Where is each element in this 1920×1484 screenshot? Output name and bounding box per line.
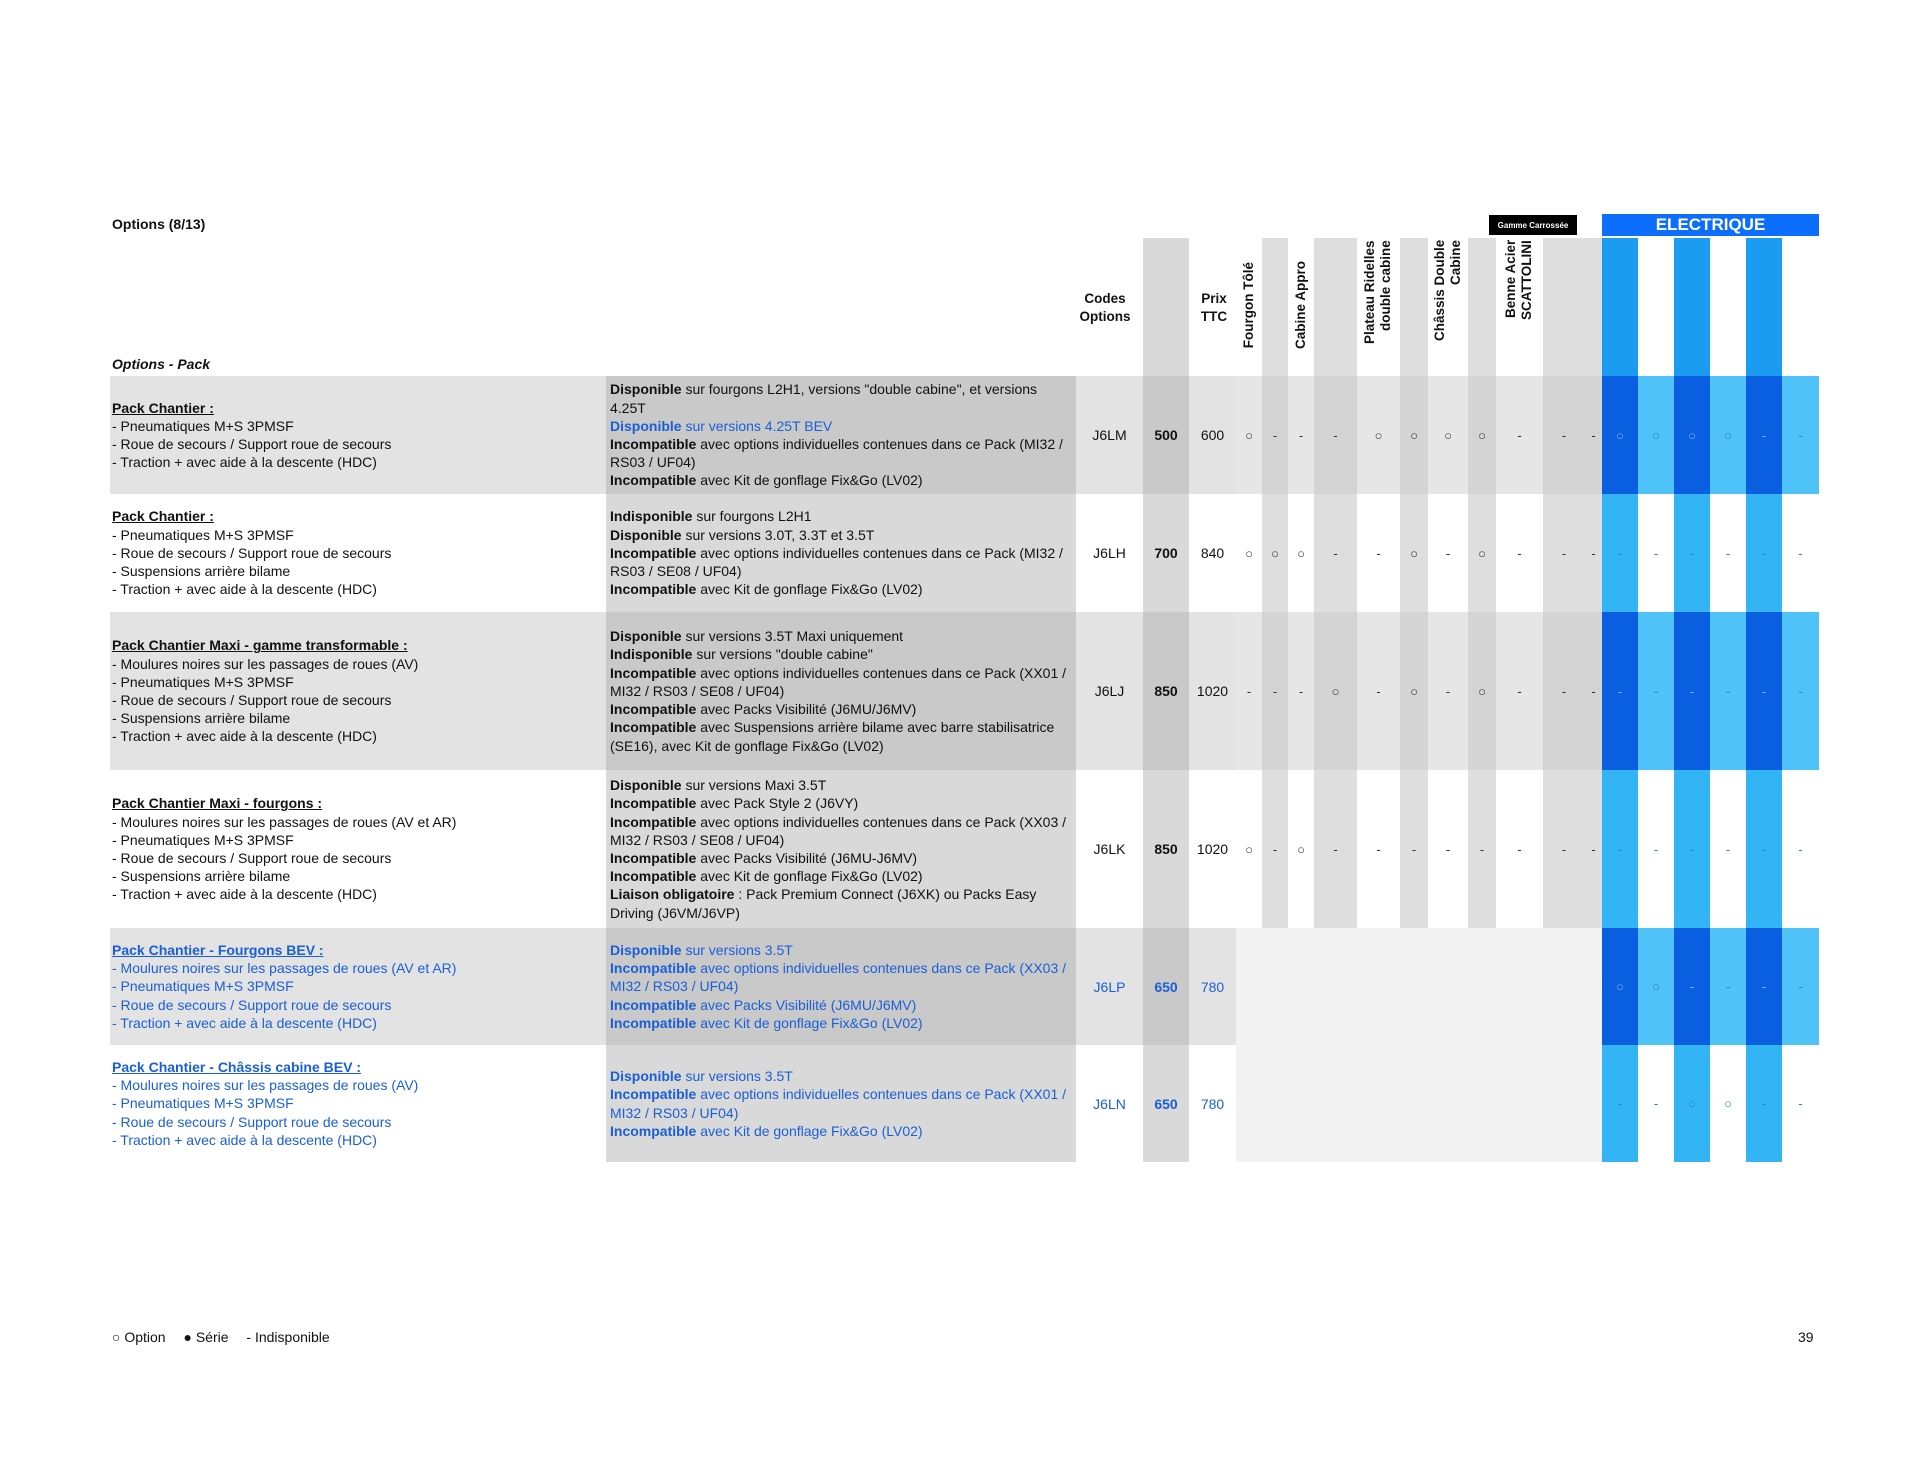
- pack-item: - Pneumatiques M+S 3PMSF: [112, 526, 294, 543]
- availability-keyword: Incompatible: [610, 1086, 697, 1103]
- availability-line: [610, 1122, 1072, 1140]
- availability-mark: -: [1761, 683, 1767, 699]
- bev-empty-zone: [1236, 928, 1602, 1045]
- pack-item: - Moulures noires sur les passages de roues (AV): [112, 1077, 419, 1094]
- availability-mark: -: [1689, 683, 1695, 699]
- pack-item: - Traction + avec aide à la descente (HDC): [112, 1131, 377, 1148]
- availability-mark: -: [1591, 841, 1596, 857]
- availability-mark: -: [1298, 427, 1304, 443]
- header-prix-ttc: Prix TTC: [1200, 291, 1228, 324]
- availability-mark: ○: [1724, 427, 1732, 443]
- availability-line: [610, 941, 1072, 959]
- price-ht: 500: [1154, 427, 1178, 443]
- availability-mark: -: [1479, 841, 1485, 857]
- availability-line: [610, 526, 1072, 544]
- availability-mark: ○: [1271, 545, 1279, 561]
- availability-mark: -: [1761, 1096, 1767, 1111]
- availability-text: sur versions "double cabine": [692, 646, 873, 663]
- legend-serie: ● Série: [183, 1329, 229, 1345]
- availability-mark: ○: [1410, 683, 1418, 699]
- availability-mark: -: [1333, 841, 1338, 857]
- availability-mark: -: [1298, 683, 1304, 699]
- availability-text: avec options individuelles contenues dans ce Pack (MI32 / RS03 / UF04): [610, 436, 1063, 471]
- availability-mark: -: [1445, 683, 1451, 699]
- availability-mark: ○: [1410, 545, 1418, 561]
- pack-description: [112, 928, 602, 1045]
- availability-mark: ○: [1374, 427, 1383, 443]
- availability-keyword: Disponible: [610, 628, 682, 645]
- availability-line: [610, 1085, 1072, 1121]
- availability-line: [610, 507, 1072, 525]
- pack-item: - Roue de secours / Support roue de secours: [112, 996, 392, 1013]
- availability-mark: -: [1617, 841, 1623, 857]
- pack-item: - Pneumatiques M+S 3PMSF: [112, 673, 294, 690]
- availability-mark: -: [1653, 545, 1659, 561]
- availability-text: avec Kit de gonflage Fix&Go (LV02): [696, 581, 923, 598]
- availability-keyword: Disponible: [610, 941, 682, 958]
- pack-item: - Moulures noires sur les passages de roues (AV et AR): [112, 813, 457, 830]
- availability-mark: -: [1376, 683, 1381, 699]
- availability-text: sur versions 3.5T: [681, 1068, 793, 1085]
- column-header-label: Cabine Appro: [1292, 261, 1308, 350]
- column-header-label: Plateau Ridelles double cabine: [1362, 239, 1394, 344]
- availability-mark: -: [1798, 683, 1803, 699]
- pack-description: [112, 376, 602, 494]
- availability-text: avec Kit de gonflage Fix&Go (LV02): [696, 868, 923, 885]
- pack-item: - Suspensions arrière bilame: [112, 563, 291, 580]
- availability-keyword: Incompatible: [610, 960, 697, 977]
- availability-mark: -: [1761, 841, 1767, 857]
- availability-line: [610, 1067, 1072, 1085]
- availability-mark: ○: [1478, 427, 1486, 443]
- availability-line: [610, 794, 1072, 812]
- column-header: [1357, 238, 1400, 373]
- price-ht: 650: [1154, 1095, 1178, 1112]
- price-ttc: 1020: [1196, 683, 1229, 699]
- availability-keyword: Incompatible: [610, 472, 697, 489]
- pack-item: - Traction + avec aide à la descente (HDC): [112, 454, 377, 471]
- availability-mark: -: [1653, 683, 1659, 699]
- availability-mark: -: [1798, 427, 1803, 443]
- price-ttc: 780: [1200, 978, 1225, 995]
- availability-mark: -: [1798, 841, 1803, 857]
- pack-title: Pack Chantier Maxi - fourgons :: [112, 795, 323, 812]
- availability-keyword: Incompatible: [610, 795, 697, 812]
- availability-notes: [610, 1045, 1072, 1162]
- availability-mark: -: [1561, 427, 1567, 443]
- availability-mark: ○: [1245, 545, 1253, 561]
- availability-text: sur versions 3.0T, 3.3T et 3.5T: [681, 526, 875, 543]
- availability-notes: [610, 376, 1072, 494]
- column-header-label: Châssis Double Cabine: [1431, 239, 1463, 341]
- availability-notes: [610, 494, 1072, 612]
- pack-item: - Pneumatiques M+S 3PMSF: [112, 978, 294, 995]
- availability-mark: -: [1798, 979, 1803, 994]
- availability-mark: ○: [1652, 979, 1660, 994]
- pack-item: - Suspensions arrière bilame: [112, 710, 291, 727]
- pack-item: - Moulures noires sur les passages de roues (AV et AR): [112, 960, 457, 977]
- availability-notes: [610, 770, 1072, 928]
- availability-mark: ○: [1297, 545, 1305, 561]
- availability-text: sur versions Maxi 3.5T: [681, 777, 827, 794]
- option-code: J6LJ: [1094, 683, 1125, 699]
- column-header: [1236, 238, 1262, 373]
- availability-mark: -: [1725, 545, 1731, 561]
- availability-mark: -: [1272, 683, 1278, 699]
- availability-mark: ○: [1245, 841, 1253, 857]
- availability-text: avec options individuelles contenues dans ce Pack (XX01 / MI32 / RS03 / UF04): [610, 1086, 1067, 1121]
- availability-mark: -: [1517, 545, 1522, 561]
- availability-keyword: Incompatible: [610, 719, 697, 736]
- availability-notes: [610, 928, 1072, 1045]
- pack-item: - Roue de secours / Support roue de secours: [112, 544, 392, 561]
- availability-keyword: Incompatible: [610, 436, 697, 452]
- availability-line: [610, 627, 1072, 645]
- availability-mark: ○: [1478, 545, 1486, 561]
- pack-item: - Suspensions arrière bilame: [112, 868, 291, 885]
- availability-mark: -: [1517, 683, 1522, 699]
- header-codes: Codes Options: [1079, 291, 1131, 324]
- price-ttc: 840: [1200, 545, 1225, 561]
- availability-keyword: Indisponible: [610, 646, 693, 663]
- pack-description: [112, 770, 602, 928]
- availability-mark: ○: [1616, 427, 1624, 443]
- availability-text: avec Suspensions arrière bilame avec barre stabilisatrice (SE16), avec Kit de gonflage Fix&Go (LV02): [610, 719, 1055, 754]
- availability-line: [610, 996, 1072, 1014]
- option-code: J6LP: [1093, 978, 1126, 995]
- pack-item: - Roue de secours / Support roue de secours: [112, 850, 392, 866]
- availability-mark: -: [1561, 683, 1567, 699]
- availability-mark: -: [1725, 841, 1731, 857]
- availability-line: [610, 885, 1072, 921]
- availability-text: avec Packs Visibilité (J6MU-J6MV): [696, 850, 918, 866]
- electrique-label: ELECTRIQUE: [1602, 214, 1819, 236]
- availability-mark: -: [1653, 1096, 1659, 1111]
- availability-mark: -: [1617, 683, 1623, 699]
- availability-mark: -: [1689, 545, 1695, 561]
- pack-title: Pack Chantier :: [112, 508, 214, 525]
- availability-notes: [610, 612, 1072, 770]
- availability-mark: -: [1725, 979, 1731, 994]
- bev-empty-zone: [1236, 1045, 1602, 1162]
- availability-mark: ○: [1478, 683, 1486, 699]
- option-code: J6LN: [1093, 1095, 1126, 1112]
- availability-text: avec Kit de gonflage Fix&Go (LV02): [696, 1014, 923, 1031]
- availability-text: sur versions 4.25T BEV: [681, 417, 833, 434]
- availability-mark: -: [1617, 1096, 1623, 1111]
- availability-mark: -: [1246, 683, 1252, 699]
- availability-line: [610, 959, 1072, 995]
- legend-option: ○ Option: [112, 1329, 166, 1345]
- page-number: 39: [1798, 1329, 1814, 1345]
- availability-mark: -: [1517, 841, 1522, 857]
- price-ht: 700: [1154, 545, 1178, 561]
- availability-line: [610, 435, 1072, 471]
- pack-title: Pack Chantier :: [112, 399, 214, 416]
- availability-mark: -: [1761, 545, 1767, 561]
- availability-line: [610, 544, 1072, 580]
- availability-mark: -: [1591, 427, 1596, 443]
- availability-line: [610, 645, 1072, 663]
- availability-text: : Pack Premium Connect (J6XK) ou Packs Easy Driving (J6VM/J6VP): [610, 886, 1037, 921]
- availability-mark: -: [1617, 545, 1623, 561]
- pack-item: - Traction + avec aide à la descente (HDC): [112, 728, 377, 745]
- availability-keyword: Incompatible: [610, 996, 697, 1013]
- pack-item: - Roue de secours / Support roue de secours: [112, 692, 392, 708]
- pack-item: - Roue de secours / Support roue de secours: [112, 1113, 392, 1130]
- column-header-label: Benne Acier SCATTOLINI: [1503, 239, 1535, 320]
- availability-keyword: Liaison obligatoire: [610, 886, 735, 903]
- pack-description: [112, 1045, 602, 1162]
- availability-text: avec Kit de gonflage Fix&Go (LV02): [696, 472, 923, 489]
- availability-text: avec Packs Visibilité (J6MU/J6MV): [696, 996, 917, 1013]
- pack-item: - Traction + avec aide à la descente (HDC): [112, 1014, 377, 1031]
- availability-mark: -: [1411, 841, 1417, 857]
- pack-title: Pack Chantier - Fourgons BEV :: [112, 941, 324, 958]
- availability-line: [610, 849, 1072, 867]
- column-header: [1288, 238, 1314, 373]
- column-header-label: Fourgon Tôlé: [1240, 262, 1256, 349]
- availability-mark: ○: [1652, 427, 1660, 443]
- availability-keyword: Indisponible: [610, 508, 693, 525]
- availability-mark: -: [1376, 545, 1381, 561]
- availability-mark: ○: [1245, 427, 1253, 443]
- availability-mark: ○: [1410, 427, 1418, 443]
- pack-description: [112, 494, 602, 612]
- availability-mark: -: [1653, 841, 1659, 857]
- availability-mark: ○: [1331, 683, 1340, 699]
- availability-mark: -: [1761, 979, 1767, 994]
- availability-mark: -: [1445, 545, 1451, 561]
- availability-line: [610, 718, 1072, 754]
- availability-text: avec Pack Style 2 (J6VY): [696, 795, 859, 812]
- availability-mark: ○: [1444, 427, 1452, 443]
- availability-mark: ○: [1616, 979, 1624, 994]
- availability-mark: -: [1798, 1096, 1803, 1111]
- pack-description: [112, 612, 602, 770]
- availability-keyword: Disponible: [610, 381, 682, 398]
- availability-mark: -: [1272, 427, 1278, 443]
- availability-keyword: Incompatible: [610, 1122, 697, 1139]
- pack-item: - Pneumatiques M+S 3PMSF: [112, 417, 294, 434]
- availability-mark: ○: [1724, 1096, 1732, 1111]
- availability-line: [610, 700, 1072, 718]
- availability-mark: -: [1376, 841, 1381, 857]
- availability-line: [610, 664, 1072, 700]
- availability-keyword: Incompatible: [610, 813, 697, 830]
- availability-mark: -: [1689, 841, 1695, 857]
- option-code: J6LK: [1093, 841, 1126, 857]
- availability-keyword: Incompatible: [610, 581, 697, 598]
- price-ht: 650: [1154, 978, 1178, 995]
- page-title: Options (8/13): [112, 216, 206, 232]
- availability-keyword: Incompatible: [610, 868, 697, 885]
- availability-keyword: Disponible: [610, 777, 682, 794]
- availability-mark: -: [1333, 545, 1338, 561]
- pack-item: - Moulures noires sur les passages de roues (AV): [112, 655, 419, 672]
- availability-line: [610, 1014, 1072, 1032]
- availability-keyword: Incompatible: [610, 664, 697, 681]
- availability-mark: -: [1725, 683, 1731, 699]
- gamme-carrossee-label: Gamme Carrossée: [1489, 215, 1577, 235]
- pack-title: Pack Chantier Maxi - gamme transformable :: [112, 637, 408, 654]
- availability-keyword: Incompatible: [610, 701, 697, 718]
- availability-mark: -: [1798, 545, 1803, 561]
- availability-mark: -: [1591, 683, 1596, 699]
- legend: [112, 1329, 344, 1345]
- availability-line: [610, 380, 1072, 416]
- availability-mark: ○: [1688, 1096, 1696, 1111]
- price-ht: 850: [1154, 683, 1178, 699]
- availability-keyword: Incompatible: [610, 850, 697, 866]
- availability-keyword: Incompatible: [610, 1014, 697, 1031]
- availability-text: sur versions 3.5T Maxi uniquement: [681, 628, 904, 645]
- availability-keyword: Incompatible: [610, 544, 697, 561]
- availability-mark: -: [1333, 427, 1338, 443]
- availability-mark: ○: [1688, 427, 1696, 443]
- availability-mark: -: [1517, 427, 1522, 443]
- availability-mark: ○: [1297, 841, 1305, 857]
- pack-item: - Traction + avec aide à la descente (HDC): [112, 581, 377, 598]
- availability-mark: -: [1591, 545, 1596, 561]
- option-code: J6LH: [1093, 545, 1126, 561]
- availability-keyword: Disponible: [610, 1068, 682, 1085]
- availability-mark: -: [1761, 427, 1767, 443]
- availability-text: sur fourgons L2H1, versions "double cabine", et versions 4.25T: [610, 381, 1038, 416]
- column-header: [1428, 238, 1468, 373]
- availability-text: sur fourgons L2H1: [692, 508, 812, 525]
- pack-item: - Traction + avec aide à la descente (HDC): [112, 886, 377, 903]
- pack-item: - Pneumatiques M+S 3PMSF: [112, 831, 294, 848]
- section-label: Options - Pack: [112, 356, 211, 372]
- availability-text: avec options individuelles contenues dans ce Pack (MI32 / RS03 / SE08 / UF04): [610, 544, 1063, 580]
- availability-text: sur versions 3.5T: [681, 941, 793, 958]
- availability-line: [610, 580, 1072, 598]
- availability-mark: -: [1689, 979, 1695, 994]
- availability-text: avec options individuelles contenues dans ce Pack (XX03 / MI32 / RS03 / SE08 / UF04): [610, 813, 1067, 848]
- availability-line: [610, 471, 1072, 489]
- availability-text: avec Packs Visibilité (J6MU/J6MV): [696, 701, 917, 718]
- price-ht: 850: [1154, 841, 1178, 857]
- pack-item: - Pneumatiques M+S 3PMSF: [112, 1095, 294, 1112]
- legend-indisponible: - Indisponible: [246, 1329, 330, 1345]
- price-ttc: 780: [1200, 1095, 1225, 1112]
- price-ttc: 1020: [1196, 841, 1229, 857]
- availability-mark: -: [1445, 841, 1451, 857]
- availability-line: [610, 813, 1072, 849]
- availability-keyword: Disponible: [610, 417, 682, 434]
- availability-text: avec Kit de gonflage Fix&Go (LV02): [696, 1122, 923, 1139]
- availability-text: avec options individuelles contenues dans ce Pack (XX03 / MI32 / RS03 / UF04): [610, 960, 1067, 995]
- availability-keyword: Disponible: [610, 526, 682, 543]
- price-ttc: 600: [1200, 427, 1225, 443]
- availability-text: avec options individuelles contenues dans ce Pack (XX01 / MI32 / RS03 / SE08 / UF04): [610, 664, 1067, 699]
- pack-item: - Roue de secours / Support roue de secours: [112, 436, 392, 452]
- pack-title: Pack Chantier - Châssis cabine BEV :: [112, 1058, 361, 1075]
- availability-line: [610, 417, 1072, 435]
- availability-line: [610, 867, 1072, 885]
- column-header: [1496, 238, 1543, 373]
- availability-mark: -: [1561, 841, 1567, 857]
- availability-mark: -: [1561, 545, 1567, 561]
- option-code: J6LM: [1092, 427, 1127, 443]
- availability-line: [610, 776, 1072, 794]
- availability-mark: -: [1272, 841, 1278, 857]
